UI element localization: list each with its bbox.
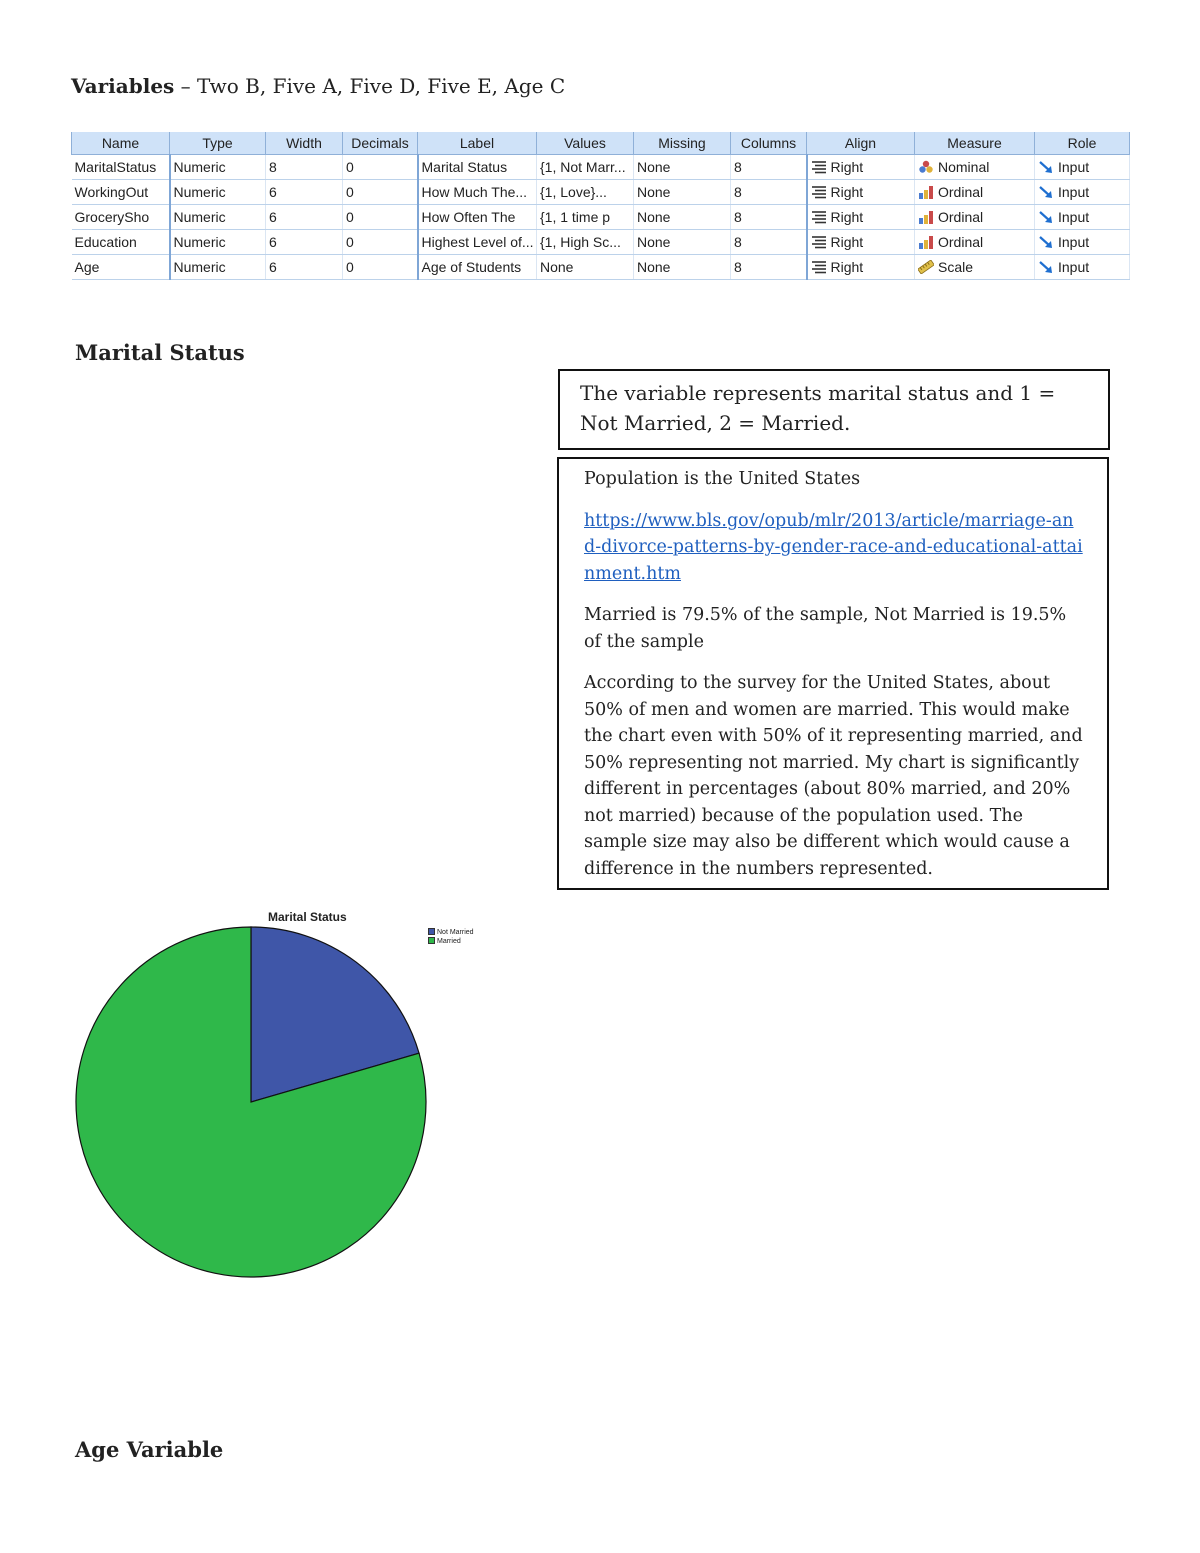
measure-value: Ordinal [938,209,984,225]
legend-item [428,937,474,946]
cell-decimals[interactable]: 0 [343,255,418,280]
cell-measure[interactable] [915,230,1035,255]
cell-label[interactable]: How Much The... [418,180,537,205]
legend-label: Married [437,938,461,945]
align-right-icon [811,160,827,174]
cell-label[interactable]: Marital Status [418,155,537,180]
cell-name[interactable]: Age [72,255,170,280]
column-header[interactable]: Measure [915,131,1035,155]
page-heading [71,74,565,98]
cell-label[interactable]: Highest Level of... [418,230,537,255]
cell-role[interactable] [1035,205,1130,230]
chart-title: Marital Status [268,910,347,924]
cell-align[interactable] [807,255,915,280]
column-header[interactable]: Values [537,131,634,155]
legend-swatch [428,928,435,935]
cell-missing[interactable]: None [634,155,731,180]
column-header[interactable]: Missing [634,131,731,155]
column-header[interactable]: Role [1035,131,1130,155]
cell-measure[interactable] [915,155,1035,180]
cell-type[interactable]: Numeric [170,155,266,180]
align-value: Right [830,259,864,275]
table-row[interactable] [72,205,1130,230]
cell-width[interactable]: 8 [266,155,343,180]
input-arrow-icon [1038,260,1054,274]
measure-value: Ordinal [938,184,984,200]
input-arrow-icon [1038,185,1054,199]
measure-value: Ordinal [938,234,984,250]
cell-missing[interactable]: None [634,205,731,230]
role-value: Input [1058,234,1090,250]
cell-name[interactable]: Education [72,230,170,255]
cell-role[interactable] [1035,155,1130,180]
cell-label[interactable]: Age of Students [418,255,537,280]
cell-values[interactable]: {1, Love}... [537,180,634,205]
cell-width[interactable]: 6 [266,180,343,205]
cell-type[interactable]: Numeric [170,180,266,205]
ordinal-icon [918,235,934,249]
column-header[interactable]: Label [418,131,537,155]
input-arrow-icon [1038,210,1054,224]
cell-align[interactable] [807,205,915,230]
cell-align[interactable] [807,230,915,255]
cell-decimals[interactable]: 0 [343,155,418,180]
variable-view-table [71,130,1130,280]
role-value: Input [1058,159,1090,175]
cell-columns[interactable]: 8 [731,255,807,280]
analysis-text: According to the survey for the United States, about 50% of men and women are married. This would make the chart even with 50% of it representing married, and 50% representing not married. My chart is significantly different in percentages (about 80% married, and 20% not married) because of the population used. The sample size may also be different which would cause a difference in the numbers represented. [584,673,1083,879]
align-value: Right [830,209,864,225]
cell-decimals[interactable]: 0 [343,205,418,230]
cell-type[interactable]: Numeric [170,230,266,255]
column-header[interactable]: Decimals [343,131,418,155]
cell-columns[interactable]: 8 [731,180,807,205]
marital-status-pie-chart [74,925,428,1279]
cell-name[interactable]: WorkingOut [72,180,170,205]
ordinal-icon [918,185,934,199]
legend-label: Not Married [437,929,474,936]
cell-values[interactable]: {1, High Sc... [537,230,634,255]
cell-measure[interactable] [915,255,1035,280]
ordinal-icon [918,210,934,224]
role-value: Input [1058,259,1090,275]
column-header[interactable]: Name [72,131,170,155]
cell-values[interactable]: None [537,255,634,280]
population-notes-box [557,457,1109,890]
cell-values[interactable]: {1, Not Marr... [537,155,634,180]
table-header-row [72,131,1130,155]
legend-item [428,928,474,937]
table-row[interactable] [72,180,1130,205]
role-value: Input [1058,209,1090,225]
cell-align[interactable] [807,155,915,180]
column-header[interactable]: Align [807,131,915,155]
cell-columns[interactable]: 8 [731,155,807,180]
align-value: Right [830,184,864,200]
sample-stats-text: Married is 79.5% of the sample, Not Married is 19.5% of the sample [584,605,1067,652]
cell-role[interactable] [1035,180,1130,205]
cell-align[interactable] [807,180,915,205]
measure-value: Nominal [938,159,990,175]
column-header[interactable]: Columns [731,131,807,155]
align-value: Right [830,234,864,250]
variable-description-box [558,369,1110,450]
scale-icon [918,260,934,274]
cell-role[interactable] [1035,255,1130,280]
nominal-icon [918,160,934,174]
cell-missing[interactable]: None [634,230,731,255]
cell-decimals[interactable]: 0 [343,180,418,205]
variable-description-text: The variable represents marital status and 1 = Not Married, 2 = Married. [580,381,1056,435]
legend-swatch [428,937,435,944]
cell-missing[interactable]: None [634,180,731,205]
column-header[interactable]: Type [170,131,266,155]
align-right-icon [811,235,827,249]
column-header[interactable]: Width [266,131,343,155]
role-value: Input [1058,184,1090,200]
cell-name[interactable]: MaritalStatus [72,155,170,180]
chart-legend [428,928,474,946]
source-link[interactable]: https://www.bls.gov/opub/mlr/2013/article/marriage-and-divorce-patterns-by-gender-race-and-educational-attainment.htm [584,510,1083,584]
cell-width[interactable]: 6 [266,205,343,230]
marital-status-heading: Marital Status [75,340,245,365]
age-variable-heading: Age Variable [75,1437,224,1462]
measure-value: Scale [938,259,974,275]
cell-type[interactable]: Numeric [170,205,266,230]
table-row[interactable] [72,255,1130,280]
align-right-icon [811,210,827,224]
heading-rest: – Two B, Five A, Five D, Five E, Age C [174,74,566,98]
cell-label[interactable]: How Often The [418,205,537,230]
cell-columns[interactable]: 8 [731,205,807,230]
cell-role[interactable] [1035,230,1130,255]
cell-missing[interactable]: None [634,255,731,280]
cell-name[interactable]: GrocerySho [72,205,170,230]
input-arrow-icon [1038,235,1054,249]
cell-type[interactable]: Numeric [170,255,266,280]
table-row[interactable] [72,155,1130,180]
align-value: Right [830,159,864,175]
cell-width[interactable]: 6 [266,255,343,280]
cell-width[interactable]: 6 [266,230,343,255]
input-arrow-icon [1038,160,1054,174]
table-row[interactable] [72,230,1130,255]
align-right-icon [811,185,827,199]
cell-decimals[interactable]: 0 [343,230,418,255]
heading-bold: Variables [71,74,175,98]
population-text: Population is the United States [584,469,861,489]
cell-values[interactable]: {1, 1 time p [537,205,634,230]
cell-columns[interactable]: 8 [731,230,807,255]
cell-measure[interactable] [915,180,1035,205]
cell-measure[interactable] [915,205,1035,230]
align-right-icon [811,260,827,274]
